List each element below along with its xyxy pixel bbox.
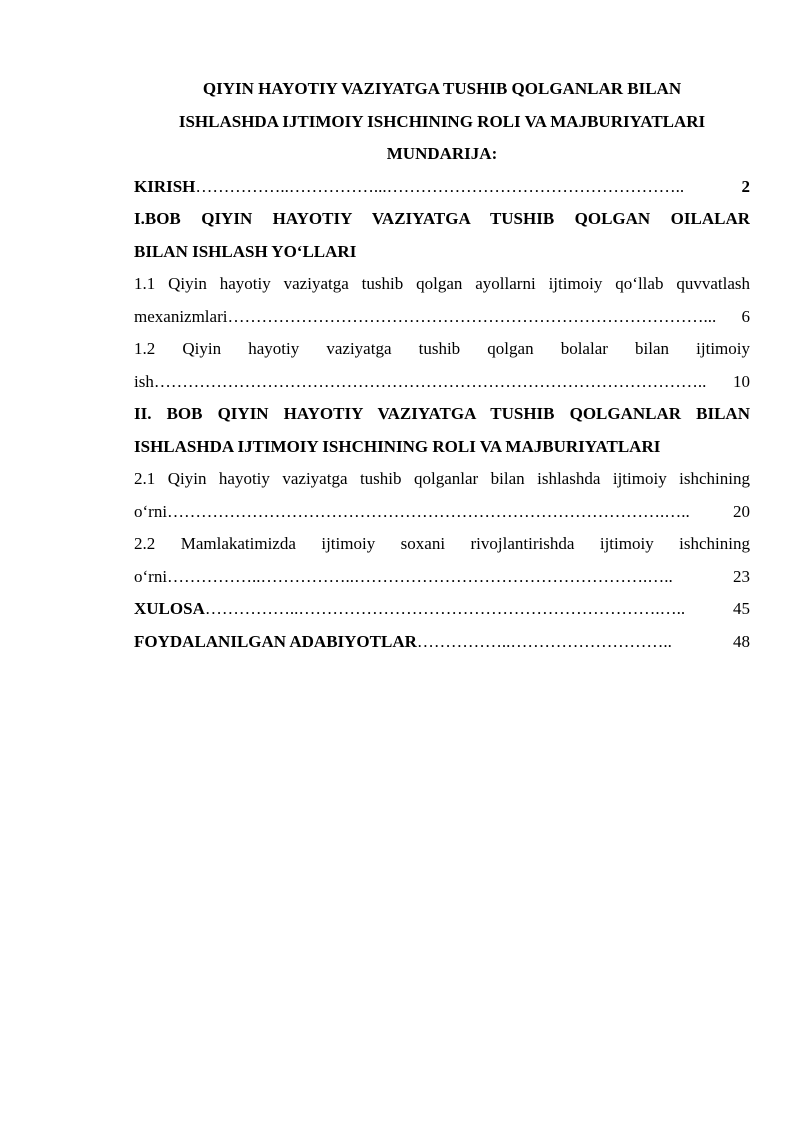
toc-chapter-1-line-2[interactable]: BILAN ISHLASH YO‘LLARI	[134, 241, 357, 261]
toc-entry-label: o‘rni	[134, 501, 168, 521]
toc-section-1-1-line-1[interactable]: 1.1 Qiyin hayotiy vaziyatga tushib qolgan ayollarni ijtimoiy qo‘llab quvvatlash	[134, 274, 750, 293]
toc-section-2-1-line-2[interactable]	[134, 496, 750, 529]
toc-entry-xulosa[interactable]	[134, 593, 750, 626]
toc-entry-kirish[interactable]	[134, 171, 750, 204]
toc-section-1-2-line-1[interactable]: 1.2 Qiyin hayotiy vaziyatga tushib qolgan bolalar bilan ijtimoiy	[134, 339, 750, 358]
toc-page-number: 10	[733, 371, 750, 391]
toc-leader-dots: ……………………………………………………………………………………..	[153, 371, 707, 391]
toc-chapter-2-line-2[interactable]: ISHLASHDA IJTIMOIY ISHCHINING ROLI VA MAJBURIYATLARI	[134, 436, 661, 456]
toc-entry-label: o‘rni	[134, 566, 168, 586]
toc-page-number: 6	[741, 306, 750, 326]
toc-page-number: 48	[733, 631, 750, 651]
toc-entry-label: FOYDALANILGAN ADABIYOTLAR	[134, 631, 417, 651]
toc-page-number: 20	[733, 501, 750, 521]
toc-entry-foydalanilgan-adabiyotlar[interactable]	[134, 626, 750, 659]
title-line-2: ISHLASHDA IJTIMOIY ISHCHINING ROLI VA MAJBURIYATLARI	[178, 111, 706, 131]
document-page	[134, 73, 750, 658]
toc-section-2-1-line-1[interactable]: 2.1 Qiyin hayotiy vaziyatga tushib qolganlar bilan ishlashda ijtimoiy ishchining	[134, 469, 750, 488]
toc-page-number: 23	[733, 566, 750, 586]
document-title	[134, 73, 750, 171]
toc-leader-dots: ……………..………………………..	[416, 631, 672, 651]
toc-chapter-1-line-1[interactable]: I.BOB QIYIN HAYOTIY VAZIYATGA TUSHIB QOLGAN OILALAR	[134, 209, 750, 228]
toc-entry-label: ish	[134, 371, 154, 391]
toc-leader-dots: …………………………………………………………………………….…..	[167, 501, 690, 521]
toc-leader-dots: ……………..……………..…………………………………………….…..	[167, 566, 673, 586]
toc-section-2-2-line-2[interactable]	[134, 561, 750, 594]
toc-entry-label: XULOSA	[134, 599, 205, 618]
toc-leader-dots: …………………………………………………………………………...	[227, 306, 717, 326]
toc-section-1-2-line-2[interactable]	[134, 366, 750, 399]
toc-page-number: 45	[733, 599, 750, 618]
toc-section-1-1-line-2[interactable]	[134, 301, 750, 334]
toc-heading: MUNDARIJA:	[386, 144, 498, 163]
toc-page-number: 2	[741, 176, 750, 196]
toc-entry-label: KIRISH	[134, 176, 196, 196]
toc-leader-dots: ……………..……………...……………………………………………..	[195, 176, 685, 196]
table-of-contents	[134, 171, 750, 659]
title-line-1: QIYIN HAYOTIY VAZIYATGA TUSHIB QOLGANLAR BILAN	[202, 79, 682, 98]
toc-entry-label: mexanizmlari	[134, 306, 228, 326]
toc-section-2-2-line-1[interactable]: 2.2 Mamlakatimizda ijtimoiy soxani rivojlantirishda ijtimoiy ishchining	[134, 534, 750, 553]
toc-leader-dots: ……………..……………………………………………………….…..	[204, 599, 686, 618]
toc-chapter-2-line-1[interactable]: II. BOB QIYIN HAYOTIY VAZIYATGA TUSHIB QOLGANLAR BILAN	[134, 404, 750, 423]
